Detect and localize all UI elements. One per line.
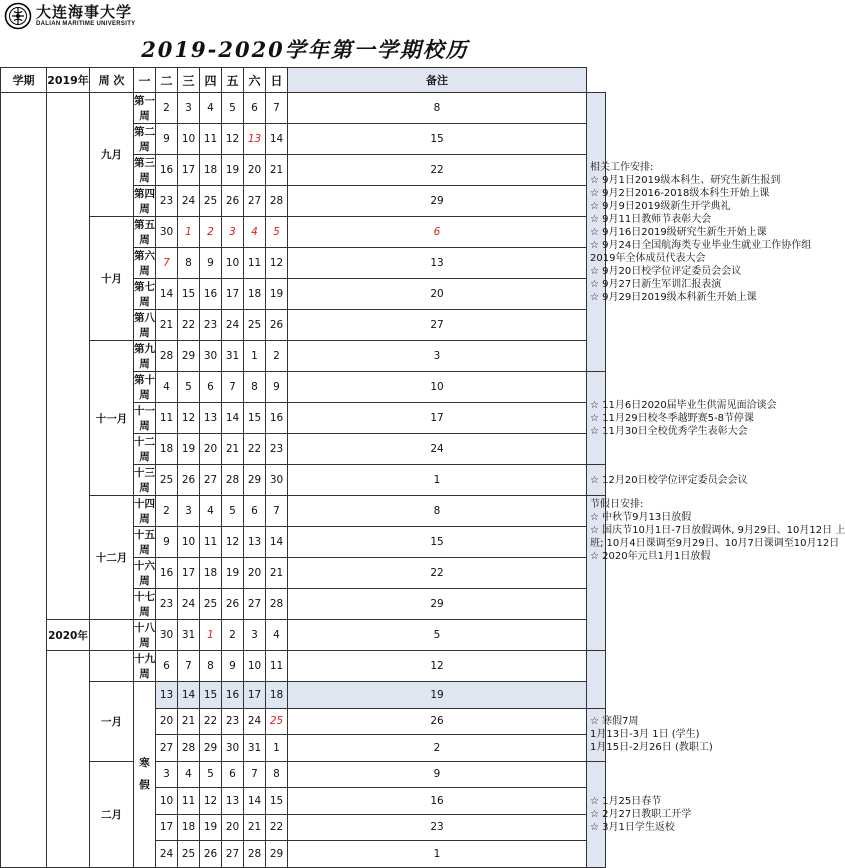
notes-cell: [587, 651, 606, 709]
week-label: 十四周: [134, 496, 156, 527]
header: [0, 0, 610, 66]
day-cell: 3: [178, 93, 200, 124]
day-cell: 18: [244, 279, 266, 310]
day-cell: 12: [288, 651, 587, 682]
week-label: 第三周: [134, 155, 156, 186]
week-label: 十九周: [134, 651, 156, 682]
day-cell: 15: [244, 403, 266, 434]
week-label: 十八周: [134, 620, 156, 651]
day-cell: 12: [178, 403, 200, 434]
day-cell: 28: [244, 841, 266, 868]
day-cell: 26: [222, 186, 244, 217]
day-cell: 29: [266, 841, 288, 868]
day-cell: 13: [222, 788, 244, 815]
month-cell-blank: [47, 651, 90, 868]
page-title: 2019-2020学年第一学期校历: [141, 37, 469, 62]
day-cell: 25: [200, 186, 222, 217]
day-cell: 31: [178, 620, 200, 651]
week-label: 十六周: [134, 558, 156, 589]
day-cell: 17: [178, 558, 200, 589]
notes-cell: [587, 708, 713, 761]
day-cell: 7: [244, 761, 266, 788]
note-line: 相关工作安排:: [590, 161, 654, 173]
day-cell: 27: [244, 589, 266, 620]
day-cell: 14: [244, 788, 266, 815]
day-cell: 16: [200, 279, 222, 310]
day-cell: 8: [244, 372, 266, 403]
week-label: 第一周: [134, 93, 156, 124]
day-cell: 21: [156, 310, 178, 341]
day-cell: 15: [288, 527, 587, 558]
vacation-char-1: 寒: [139, 757, 150, 770]
note-line: 1月15日-2月26日 (教职工): [590, 742, 713, 753]
day-cell: 14: [178, 682, 200, 709]
day-cell: 13: [200, 403, 222, 434]
day-cell: 23: [200, 310, 222, 341]
day-cell: 4: [178, 761, 200, 788]
note-line: ☆ 11月30日全校优秀学生表彰大会: [590, 425, 748, 437]
day-cell: 28: [156, 341, 178, 372]
day-cell: 8: [288, 496, 587, 527]
day-cell: 4: [266, 620, 288, 651]
day-cell: 4: [156, 372, 178, 403]
day-cell: 10: [156, 788, 178, 815]
note-line: ☆ 寒假7周: [590, 716, 639, 727]
week-label: 第九周: [134, 341, 156, 372]
day-cell: 10: [222, 248, 244, 279]
day-cell: 5: [178, 372, 200, 403]
day-cell: 30: [156, 620, 178, 651]
day-cell: 6: [200, 372, 222, 403]
day-cell: 4: [244, 217, 266, 248]
day-cell: 26: [178, 465, 200, 496]
day-cell: 8: [266, 761, 288, 788]
day-cell: 5: [222, 93, 244, 124]
day-cell: 15: [178, 279, 200, 310]
notes-cell: [587, 761, 692, 867]
note-line: ☆ 9月24日全国航海类专业毕业生就业工作协作组: [590, 239, 812, 251]
day-cell: 3: [156, 761, 178, 788]
day-cell: 1: [200, 620, 222, 651]
term-cell: [1, 93, 47, 868]
day-cell: 18: [200, 558, 222, 589]
note-line: ☆ 9月27日新生军训汇报表演: [590, 278, 722, 290]
day-cell: 9: [200, 248, 222, 279]
day-cell: 9: [222, 651, 244, 682]
month-cell: 十二月: [90, 496, 134, 620]
day-cell: 11: [266, 651, 288, 682]
day-cell: 2: [200, 217, 222, 248]
day-cell: 28: [266, 589, 288, 620]
day-cell: 10: [178, 527, 200, 558]
month-cell-blank: [90, 651, 134, 682]
day-cell: 21: [244, 814, 266, 841]
day-cell: 20: [156, 708, 178, 735]
week-label: 十五周: [134, 527, 156, 558]
week-label: 十二周: [134, 434, 156, 465]
day-cell: 6: [244, 496, 266, 527]
day-cell: 2: [156, 496, 178, 527]
day-header-mon: 一: [134, 68, 156, 93]
day-cell: 14: [222, 403, 244, 434]
university-logo: [4, 2, 135, 30]
day-cell: 11: [178, 788, 200, 815]
day-header-wed: 三: [178, 68, 200, 93]
day-cell: 3: [288, 341, 587, 372]
day-cell: 19: [222, 155, 244, 186]
day-cell: 17: [156, 814, 178, 841]
day-cell: 27: [222, 841, 244, 868]
day-cell: 22: [178, 310, 200, 341]
note-line: ☆ 1月25日春节: [590, 795, 662, 807]
day-cell: 9: [266, 372, 288, 403]
day-cell: 14: [266, 527, 288, 558]
day-cell: 28: [222, 465, 244, 496]
day-cell: 24: [244, 708, 266, 735]
note-line: ☆ 9月20日校学位评定委员会会议: [590, 265, 742, 277]
note-line: ☆ 中秋节9月13日放假: [590, 512, 692, 523]
week-label: 第八周: [134, 310, 156, 341]
week-label: 第二周: [134, 124, 156, 155]
day-cell: 24: [222, 310, 244, 341]
day-cell: 30: [200, 341, 222, 372]
day-cell: 29: [288, 186, 587, 217]
notes-cell: [587, 496, 845, 651]
day-cell: 31: [222, 341, 244, 372]
day-cell: 10: [288, 372, 587, 403]
day-cell: 1: [288, 841, 587, 868]
week-row: [1, 651, 606, 682]
day-cell: 11: [156, 403, 178, 434]
day-cell: 21: [266, 155, 288, 186]
logo-english-name: DALIAN MARITIME UNIVERSITY: [36, 21, 136, 27]
logo-chinese-name: 大连海事大学: [36, 3, 133, 21]
day-cell: 26: [288, 708, 587, 735]
week-label: 第七周: [134, 279, 156, 310]
day-cell: 29: [200, 735, 222, 762]
day-cell: 15: [266, 788, 288, 815]
day-cell: 14: [156, 279, 178, 310]
day-cell: 24: [178, 186, 200, 217]
day-cell: 8: [288, 93, 587, 124]
day-header-thu: 四: [200, 68, 222, 93]
week-label: 十七周: [134, 589, 156, 620]
day-cell: 27: [244, 186, 266, 217]
day-cell: 3: [222, 217, 244, 248]
week-row: [1, 341, 606, 372]
month-cell: 十一月: [90, 341, 134, 496]
week-header: 周 次: [90, 68, 134, 93]
day-cell: 13: [288, 248, 587, 279]
day-cell: 20: [288, 279, 587, 310]
note-line: ☆ 11月6日2020届毕业生供需见面洽谈会: [590, 399, 777, 411]
note-line: ☆ 国庆节10月1日-7日放假调休, 9月29日、10月12日 上: [590, 525, 845, 536]
vacation-char-2: 假: [139, 779, 150, 792]
day-header-tue: 二: [156, 68, 178, 93]
day-cell: 7: [156, 248, 178, 279]
day-cell: 25: [156, 465, 178, 496]
day-cell: 29: [244, 465, 266, 496]
notes-cell: [587, 465, 748, 496]
note-line: ☆ 9月1日2019级本科生、研究生新生报到: [590, 174, 781, 186]
day-cell: 22: [288, 558, 587, 589]
note-line: ☆ 9月29日2019级本科新生开始上课: [590, 291, 757, 303]
day-cell: 20: [200, 434, 222, 465]
day-cell: 9: [156, 124, 178, 155]
term-header: 学期: [1, 68, 47, 93]
day-header-sat: 六: [244, 68, 266, 93]
day-cell: 4: [200, 496, 222, 527]
day-cell: 15: [200, 682, 222, 709]
day-cell: 2: [266, 341, 288, 372]
day-cell: 21: [266, 558, 288, 589]
day-cell: 23: [156, 589, 178, 620]
week-row: [1, 620, 606, 651]
day-cell: 23: [156, 186, 178, 217]
notes-cell: [587, 372, 777, 465]
school-calendar-table: [0, 67, 845, 868]
day-cell: 5: [222, 496, 244, 527]
day-cell: 11: [200, 527, 222, 558]
day-cell: 2: [288, 735, 587, 762]
day-cell: 12: [200, 788, 222, 815]
day-cell: 19: [222, 558, 244, 589]
week-label: 第六周: [134, 248, 156, 279]
vacation-cell: [134, 682, 156, 868]
day-cell: 17: [178, 155, 200, 186]
day-cell: 26: [266, 310, 288, 341]
note-line: ☆ 2020年元旦1月1日放假: [590, 551, 711, 562]
note-line: ☆ 2月27日教职工开学: [590, 808, 692, 820]
day-cell: 28: [178, 735, 200, 762]
year-label-2020: 2020年: [47, 620, 90, 651]
day-cell: 10: [178, 124, 200, 155]
day-cell: 23: [222, 708, 244, 735]
note-line: 节假日安排:: [590, 499, 644, 510]
day-cell: 9: [288, 761, 587, 788]
day-cell: 13: [244, 124, 266, 155]
day-cell: 18: [178, 814, 200, 841]
week-label: 十三周: [134, 465, 156, 496]
day-cell: 20: [244, 558, 266, 589]
day-cell: 6: [222, 761, 244, 788]
day-cell: 30: [266, 465, 288, 496]
day-cell: 27: [156, 735, 178, 762]
day-cell: 16: [156, 558, 178, 589]
day-cell: 1: [266, 735, 288, 762]
day-cell: 22: [200, 708, 222, 735]
day-cell: 7: [266, 496, 288, 527]
day-cell: 21: [222, 434, 244, 465]
day-cell: 20: [244, 155, 266, 186]
day-cell: 30: [222, 735, 244, 762]
day-cell: 15: [288, 124, 587, 155]
day-header-fri: 五: [222, 68, 244, 93]
week-row: [1, 761, 606, 788]
note-line: 1月13日-3月 1日 (学生): [590, 729, 700, 740]
day-cell: 3: [244, 620, 266, 651]
month-cell-blank: [90, 620, 134, 651]
week-row: [1, 682, 606, 709]
day-cell: 25: [178, 841, 200, 868]
university-emblem-icon: [4, 2, 32, 30]
day-cell: 24: [288, 434, 587, 465]
day-cell: 8: [200, 651, 222, 682]
day-cell: 29: [288, 589, 587, 620]
day-cell: 6: [156, 651, 178, 682]
day-cell: 11: [244, 248, 266, 279]
note-line: ☆ 9月16日2019级研究生新生开始上课: [590, 226, 767, 238]
day-cell: 1: [244, 341, 266, 372]
note-line: ☆ 9月9日2019级新生开学典礼: [590, 200, 731, 212]
week-label: 第十周: [134, 372, 156, 403]
day-cell: 25: [200, 589, 222, 620]
note-line: 2019年全体成员代表大会: [590, 252, 706, 264]
month-cell: 九月: [90, 93, 134, 217]
note-line: 班; 10月4日课调至9月29日、10月7日课调至10月12日: [590, 538, 840, 549]
week-label: 十一周: [134, 403, 156, 434]
day-cell: 19: [200, 814, 222, 841]
week-row: [1, 496, 606, 527]
day-cell: 24: [178, 589, 200, 620]
day-cell: 28: [266, 186, 288, 217]
day-cell: 17: [222, 279, 244, 310]
day-cell: 2: [222, 620, 244, 651]
day-cell: 23: [266, 434, 288, 465]
day-cell: 7: [222, 372, 244, 403]
week-row: [1, 93, 606, 124]
week-label: 第四周: [134, 186, 156, 217]
day-cell: 22: [288, 155, 587, 186]
day-cell: 29: [178, 341, 200, 372]
day-cell: 21: [178, 708, 200, 735]
day-cell: 17: [244, 682, 266, 709]
day-cell: 1: [178, 217, 200, 248]
year-cell-2019: [47, 93, 90, 620]
day-cell: 19: [266, 279, 288, 310]
day-cell: 3: [178, 496, 200, 527]
day-cell: 13: [156, 682, 178, 709]
note-line: ☆ 9月11日教师节表彰大会: [590, 213, 712, 225]
month-cell: 一月: [90, 682, 134, 762]
notes-cell: [587, 93, 812, 372]
day-cell: 22: [266, 814, 288, 841]
note-line: ☆ 3月1日学生返校: [590, 821, 675, 833]
day-cell: 10: [244, 651, 266, 682]
day-cell: 6: [244, 93, 266, 124]
day-cell: 25: [244, 310, 266, 341]
day-cell: 12: [222, 527, 244, 558]
notes-header: 备注: [288, 68, 587, 93]
day-cell: 7: [178, 651, 200, 682]
year-header: 2019年: [47, 68, 90, 93]
day-cell: 5: [200, 761, 222, 788]
day-cell: 19: [288, 682, 587, 709]
table-header-row: [1, 68, 606, 93]
day-cell: 24: [156, 841, 178, 868]
note-line: ☆ 11月29日校冬季越野赛5-8节停课: [590, 412, 754, 424]
day-cell: 20: [222, 814, 244, 841]
day-cell: 4: [200, 93, 222, 124]
day-cell: 13: [244, 527, 266, 558]
day-cell: 5: [288, 620, 587, 651]
month-cell: 十月: [90, 217, 134, 341]
day-cell: 16: [222, 682, 244, 709]
day-cell: 12: [266, 248, 288, 279]
day-cell: 22: [244, 434, 266, 465]
day-cell: 8: [178, 248, 200, 279]
day-cell: 5: [266, 217, 288, 248]
day-cell: 31: [244, 735, 266, 762]
day-cell: 19: [178, 434, 200, 465]
day-header-sun: 日: [266, 68, 288, 93]
day-cell: 18: [266, 682, 288, 709]
day-cell: 2: [156, 93, 178, 124]
day-cell: 23: [288, 814, 587, 841]
day-cell: 1: [288, 465, 587, 496]
note-line: ☆ 12月20日校学位评定委员会会议: [590, 474, 748, 486]
day-cell: 18: [156, 434, 178, 465]
day-cell: 12: [222, 124, 244, 155]
day-cell: 16: [266, 403, 288, 434]
day-cell: 6: [288, 217, 587, 248]
day-cell: 26: [222, 589, 244, 620]
day-cell: 25: [266, 708, 288, 735]
day-cell: 18: [200, 155, 222, 186]
day-cell: 30: [156, 217, 178, 248]
day-cell: 27: [200, 465, 222, 496]
day-cell: 26: [200, 841, 222, 868]
day-cell: 27: [288, 310, 587, 341]
day-cell: 11: [200, 124, 222, 155]
day-cell: 14: [266, 124, 288, 155]
month-cell: 二月: [90, 761, 134, 867]
day-cell: 7: [266, 93, 288, 124]
week-row: [1, 217, 606, 248]
day-cell: 17: [288, 403, 587, 434]
day-cell: 9: [156, 527, 178, 558]
week-label: 第五周: [134, 217, 156, 248]
note-line: ☆ 9月2日2016-2018级本科生开始上课: [590, 187, 770, 199]
day-cell: 16: [288, 788, 587, 815]
day-cell: 16: [156, 155, 178, 186]
